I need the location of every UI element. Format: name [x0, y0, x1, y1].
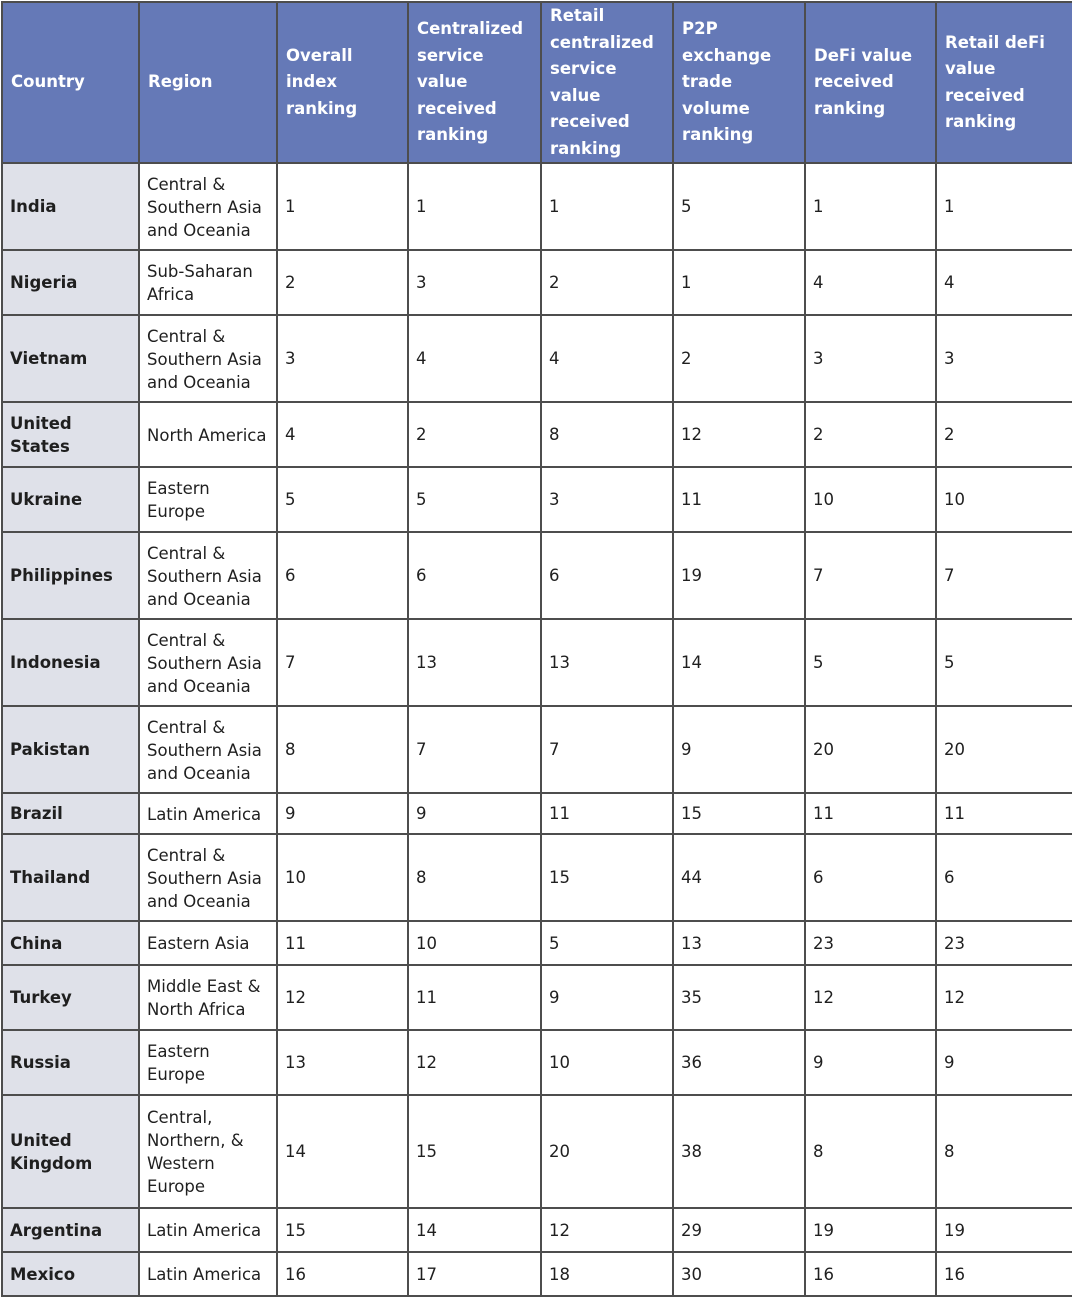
cell-retail-centralized-ranking: 5: [541, 921, 673, 965]
cell-retail-centralized-ranking: 6: [541, 532, 673, 619]
cell-p2p-ranking: 35: [673, 965, 805, 1030]
cell-country: United States: [2, 402, 139, 467]
cell-retail-defi-ranking: 8: [936, 1095, 1072, 1208]
header-centralized-service-ranking: Centralized service value received ranking: [408, 2, 541, 163]
cell-retail-defi-ranking: 11: [936, 793, 1072, 834]
cell-retail-centralized-ranking: 2: [541, 250, 673, 315]
cell-p2p-ranking: 30: [673, 1252, 805, 1296]
cell-country: Turkey: [2, 965, 139, 1030]
table-row: [2, 921, 1072, 965]
cell-region: Latin America: [139, 1208, 277, 1252]
cell-defi-ranking: 11: [805, 793, 936, 834]
table-row: [2, 315, 1072, 402]
cell-overall-ranking: 13: [277, 1030, 408, 1095]
cell-country: United Kingdom: [2, 1095, 139, 1208]
cell-defi-ranking: 7: [805, 532, 936, 619]
cell-defi-ranking: 20: [805, 706, 936, 793]
cell-centralized-ranking: 12: [408, 1030, 541, 1095]
header-row: [2, 2, 1072, 163]
cell-retail-defi-ranking: 6: [936, 834, 1072, 921]
table-row: [2, 402, 1072, 467]
cell-p2p-ranking: 14: [673, 619, 805, 706]
cell-p2p-ranking: 36: [673, 1030, 805, 1095]
cell-retail-centralized-ranking: 18: [541, 1252, 673, 1296]
cell-retail-defi-ranking: 12: [936, 965, 1072, 1030]
cell-defi-ranking: 4: [805, 250, 936, 315]
table-row: [2, 1252, 1072, 1296]
cell-p2p-ranking: 38: [673, 1095, 805, 1208]
cell-retail-defi-ranking: 10: [936, 467, 1072, 532]
cell-defi-ranking: 6: [805, 834, 936, 921]
cell-overall-ranking: 6: [277, 532, 408, 619]
cell-retail-centralized-ranking: 9: [541, 965, 673, 1030]
cell-retail-defi-ranking: 4: [936, 250, 1072, 315]
cell-retail-centralized-ranking: 4: [541, 315, 673, 402]
cell-retail-centralized-ranking: 13: [541, 619, 673, 706]
cell-region: Latin America: [139, 1252, 277, 1296]
cell-overall-ranking: 7: [277, 619, 408, 706]
cell-p2p-ranking: 12: [673, 402, 805, 467]
crypto-adoption-ranking-table: [1, 1, 1072, 1297]
cell-retail-centralized-ranking: 3: [541, 467, 673, 532]
cell-retail-defi-ranking: 19: [936, 1208, 1072, 1252]
cell-defi-ranking: 19: [805, 1208, 936, 1252]
cell-centralized-ranking: 1: [408, 163, 541, 250]
cell-overall-ranking: 12: [277, 965, 408, 1030]
cell-p2p-ranking: 13: [673, 921, 805, 965]
cell-centralized-ranking: 7: [408, 706, 541, 793]
cell-retail-centralized-ranking: 15: [541, 834, 673, 921]
cell-overall-ranking: 10: [277, 834, 408, 921]
cell-retail-centralized-ranking: 11: [541, 793, 673, 834]
cell-country: Indonesia: [2, 619, 139, 706]
cell-centralized-ranking: 10: [408, 921, 541, 965]
cell-region: Eastern Asia: [139, 921, 277, 965]
cell-p2p-ranking: 19: [673, 532, 805, 619]
cell-retail-centralized-ranking: 10: [541, 1030, 673, 1095]
cell-overall-ranking: 11: [277, 921, 408, 965]
cell-region: North America: [139, 402, 277, 467]
header-p2p-ranking: P2P exchange trade volume ranking: [673, 2, 805, 163]
cell-country: China: [2, 921, 139, 965]
cell-defi-ranking: 12: [805, 965, 936, 1030]
cell-retail-defi-ranking: 7: [936, 532, 1072, 619]
cell-region: Eastern Europe: [139, 1030, 277, 1095]
cell-region: Central & Southern Asia and Oceania: [139, 619, 277, 706]
cell-region: Central & Southern Asia and Oceania: [139, 532, 277, 619]
table-row: [2, 706, 1072, 793]
header-region: Region: [139, 2, 277, 163]
cell-p2p-ranking: 29: [673, 1208, 805, 1252]
header-country: Country: [2, 2, 139, 163]
cell-region: Middle East & North Africa: [139, 965, 277, 1030]
cell-overall-ranking: 1: [277, 163, 408, 250]
cell-region: Central & Southern Asia and Oceania: [139, 834, 277, 921]
cell-centralized-ranking: 13: [408, 619, 541, 706]
cell-retail-defi-ranking: 1: [936, 163, 1072, 250]
cell-centralized-ranking: 11: [408, 965, 541, 1030]
cell-region: Latin America: [139, 793, 277, 834]
cell-country: Russia: [2, 1030, 139, 1095]
cell-p2p-ranking: 15: [673, 793, 805, 834]
cell-overall-ranking: 9: [277, 793, 408, 834]
cell-retail-defi-ranking: 20: [936, 706, 1072, 793]
cell-region: Central & Southern Asia and Oceania: [139, 163, 277, 250]
cell-centralized-ranking: 2: [408, 402, 541, 467]
table-body: [2, 163, 1072, 1296]
table-row: [2, 250, 1072, 315]
cell-retail-defi-ranking: 9: [936, 1030, 1072, 1095]
cell-p2p-ranking: 2: [673, 315, 805, 402]
cell-retail-centralized-ranking: 8: [541, 402, 673, 467]
header-overall-index-ranking: Overall index ranking: [277, 2, 408, 163]
cell-overall-ranking: 2: [277, 250, 408, 315]
table-row: [2, 793, 1072, 834]
cell-country: Brazil: [2, 793, 139, 834]
header-retail-centralized-ranking: Retail centralized service value received ranking: [541, 2, 673, 163]
table-row: [2, 532, 1072, 619]
table-row: [2, 1208, 1072, 1252]
cell-overall-ranking: 5: [277, 467, 408, 532]
cell-retail-centralized-ranking: 12: [541, 1208, 673, 1252]
cell-country: Vietnam: [2, 315, 139, 402]
cell-p2p-ranking: 9: [673, 706, 805, 793]
cell-p2p-ranking: 44: [673, 834, 805, 921]
cell-defi-ranking: 23: [805, 921, 936, 965]
table-row: [2, 619, 1072, 706]
cell-centralized-ranking: 14: [408, 1208, 541, 1252]
table-row: [2, 1030, 1072, 1095]
cell-country: Pakistan: [2, 706, 139, 793]
header-defi-ranking: DeFi value received ranking: [805, 2, 936, 163]
cell-centralized-ranking: 8: [408, 834, 541, 921]
cell-retail-centralized-ranking: 7: [541, 706, 673, 793]
header-retail-defi-ranking: Retail deFi value received ranking: [936, 2, 1072, 163]
cell-retail-defi-ranking: 2: [936, 402, 1072, 467]
cell-country: Argentina: [2, 1208, 139, 1252]
cell-retail-centralized-ranking: 1: [541, 163, 673, 250]
cell-centralized-ranking: 5: [408, 467, 541, 532]
cell-p2p-ranking: 1: [673, 250, 805, 315]
cell-country: Ukraine: [2, 467, 139, 532]
cell-region: Central & Southern Asia and Oceania: [139, 315, 277, 402]
cell-centralized-ranking: 4: [408, 315, 541, 402]
cell-defi-ranking: 3: [805, 315, 936, 402]
cell-overall-ranking: 8: [277, 706, 408, 793]
cell-centralized-ranking: 6: [408, 532, 541, 619]
cell-region: Central & Southern Asia and Oceania: [139, 706, 277, 793]
cell-defi-ranking: 8: [805, 1095, 936, 1208]
cell-overall-ranking: 15: [277, 1208, 408, 1252]
cell-centralized-ranking: 17: [408, 1252, 541, 1296]
cell-retail-centralized-ranking: 20: [541, 1095, 673, 1208]
cell-retail-defi-ranking: 5: [936, 619, 1072, 706]
cell-retail-defi-ranking: 3: [936, 315, 1072, 402]
cell-overall-ranking: 4: [277, 402, 408, 467]
cell-defi-ranking: 1: [805, 163, 936, 250]
cell-region: Eastern Europe: [139, 467, 277, 532]
cell-centralized-ranking: 15: [408, 1095, 541, 1208]
cell-retail-defi-ranking: 23: [936, 921, 1072, 965]
cell-country: Thailand: [2, 834, 139, 921]
cell-p2p-ranking: 5: [673, 163, 805, 250]
cell-defi-ranking: 10: [805, 467, 936, 532]
cell-region: Central, Northern, & Western Europe: [139, 1095, 277, 1208]
table-row: [2, 467, 1072, 532]
table-row: [2, 965, 1072, 1030]
cell-defi-ranking: 5: [805, 619, 936, 706]
cell-defi-ranking: 16: [805, 1252, 936, 1296]
cell-country: Mexico: [2, 1252, 139, 1296]
cell-overall-ranking: 3: [277, 315, 408, 402]
cell-country: Nigeria: [2, 250, 139, 315]
cell-defi-ranking: 2: [805, 402, 936, 467]
table-row: [2, 1095, 1072, 1208]
table-row: [2, 834, 1072, 921]
cell-defi-ranking: 9: [805, 1030, 936, 1095]
cell-retail-defi-ranking: 16: [936, 1252, 1072, 1296]
cell-p2p-ranking: 11: [673, 467, 805, 532]
cell-centralized-ranking: 9: [408, 793, 541, 834]
cell-overall-ranking: 16: [277, 1252, 408, 1296]
cell-overall-ranking: 14: [277, 1095, 408, 1208]
cell-country: Philippines: [2, 532, 139, 619]
cell-country: India: [2, 163, 139, 250]
cell-centralized-ranking: 3: [408, 250, 541, 315]
cell-region: Sub-Saharan Africa: [139, 250, 277, 315]
table-row: [2, 163, 1072, 250]
